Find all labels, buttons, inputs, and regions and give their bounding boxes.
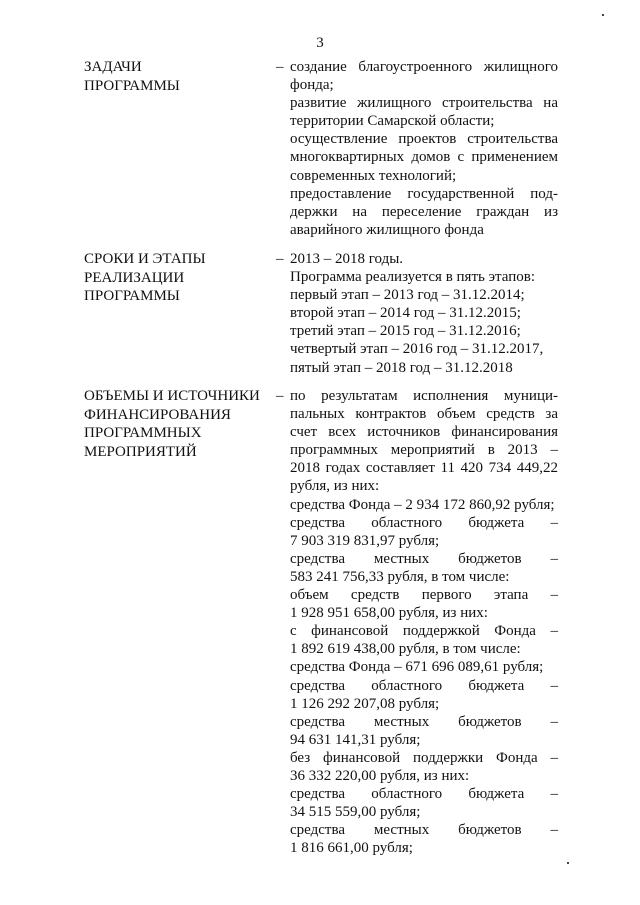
content-line: 7 903 319 831,97 рубля; bbox=[290, 532, 440, 549]
label-line: МЕРОПРИЯТИЙ bbox=[84, 443, 197, 460]
scan-speck bbox=[567, 862, 569, 864]
content-line: средства Фонда – 2 934 172 860,92 рубля; bbox=[290, 496, 555, 513]
content-line: программных мероприятий в 2013 – bbox=[290, 442, 558, 459]
content-line: предоставление государственной под- bbox=[290, 185, 558, 202]
content-line: 36 332 220,00 рубля, из них: bbox=[290, 767, 470, 784]
section-content bbox=[290, 387, 558, 857]
content-line: средства местных бюджетов – bbox=[290, 713, 558, 730]
content-line: 2018 годах составляет 11 420 734 449,22 bbox=[290, 460, 558, 477]
content-line: 1 816 661,00 рубля; bbox=[290, 840, 413, 857]
dash-mark: – bbox=[276, 388, 284, 404]
content-line: без финансовой поддержки Фонда – bbox=[290, 749, 558, 766]
label-line: ОБЪЕМЫ И ИСТОЧНИКИ bbox=[84, 388, 260, 404]
label-line: ФИНАНСИРОВАНИЯ bbox=[84, 406, 231, 423]
content-line: средства областного бюджета – bbox=[290, 514, 558, 531]
dash-mark: – bbox=[276, 251, 284, 267]
label-line: ПРОГРАММНЫХ bbox=[84, 425, 202, 442]
content-line: 1 928 951 658,00 рубля, из них: bbox=[290, 605, 488, 622]
content-line: 2013 – 2018 годы. bbox=[290, 251, 404, 267]
content-line: осуществление проектов строительства bbox=[290, 131, 558, 148]
content-line: 34 515 559,00 рубля; bbox=[290, 804, 421, 821]
label-line: РЕАЛИЗАЦИИ bbox=[84, 269, 185, 286]
content-line: 583 241 756,33 рубля, в том числе: bbox=[290, 568, 510, 585]
scan-speck bbox=[602, 14, 604, 16]
content-line: второй этап – 2014 год – 31.12.2015; bbox=[290, 305, 521, 322]
label-line: ПРОГРАММЫ bbox=[84, 288, 180, 305]
label-line: СРОКИ И ЭТАПЫ bbox=[84, 251, 206, 267]
dash-mark: – bbox=[276, 59, 284, 75]
content-line: объем средств первого этапа – bbox=[290, 587, 558, 604]
content-line: средства Фонда – 671 696 089,61 рубля; bbox=[290, 659, 544, 676]
content-line: многоквартирных домов с применением bbox=[290, 149, 558, 166]
content-line: создание благоустроенного жилищного bbox=[290, 59, 558, 75]
content-line: средства областного бюджета – bbox=[290, 786, 558, 803]
section-label bbox=[84, 387, 274, 461]
content-line: средства местных бюджетов – bbox=[290, 822, 558, 839]
content-line: средства областного бюджета – bbox=[290, 677, 558, 694]
content-line: третий этап – 2015 год – 31.12.2016; bbox=[290, 323, 521, 340]
content-line: по результатам исполнения муници- bbox=[290, 388, 558, 404]
content-line: современных технологий; bbox=[290, 167, 457, 184]
content-line: рубля, из них: bbox=[290, 478, 380, 495]
content-line: средства местных бюджетов – bbox=[290, 550, 558, 567]
content-line: с финансовой поддержкой Фонда – bbox=[290, 623, 558, 640]
content-line: развитие жилищного строительства на bbox=[290, 95, 558, 112]
label-line: ЗАДАЧИ bbox=[84, 59, 142, 75]
section-label bbox=[84, 250, 274, 306]
content-line: Программа реализуется в пять этапов: bbox=[290, 269, 536, 286]
content-line: фонда; bbox=[290, 77, 334, 94]
content-line: пятый этап – 2018 год – 31.12.2018 bbox=[290, 359, 513, 376]
section-label bbox=[84, 58, 274, 95]
content-line: первый этап – 2013 год – 31.12.2014; bbox=[290, 287, 525, 304]
content-line: 1 892 619 438,00 рубля, в том числе: bbox=[290, 641, 521, 658]
section-content bbox=[290, 250, 558, 377]
content-line: 1 126 292 207,08 рубля; bbox=[290, 695, 440, 712]
page-number: 3 bbox=[316, 35, 324, 51]
content-line: аварийного жилищного фонда bbox=[290, 221, 484, 238]
content-line: 94 631 141,31 рубля; bbox=[290, 731, 421, 748]
label-line: ПРОГРАММЫ bbox=[84, 77, 180, 94]
content-line: четвертый этап – 2016 год – 31.12.2017, bbox=[290, 341, 544, 358]
content-line: пальных контрактов объем средств за bbox=[290, 406, 558, 423]
section-content bbox=[290, 58, 558, 239]
content-line: территории Самарской области; bbox=[290, 113, 495, 130]
content-line: держки на переселение граждан из bbox=[290, 203, 558, 220]
content-line: счет всех источников финансирования bbox=[290, 424, 558, 441]
